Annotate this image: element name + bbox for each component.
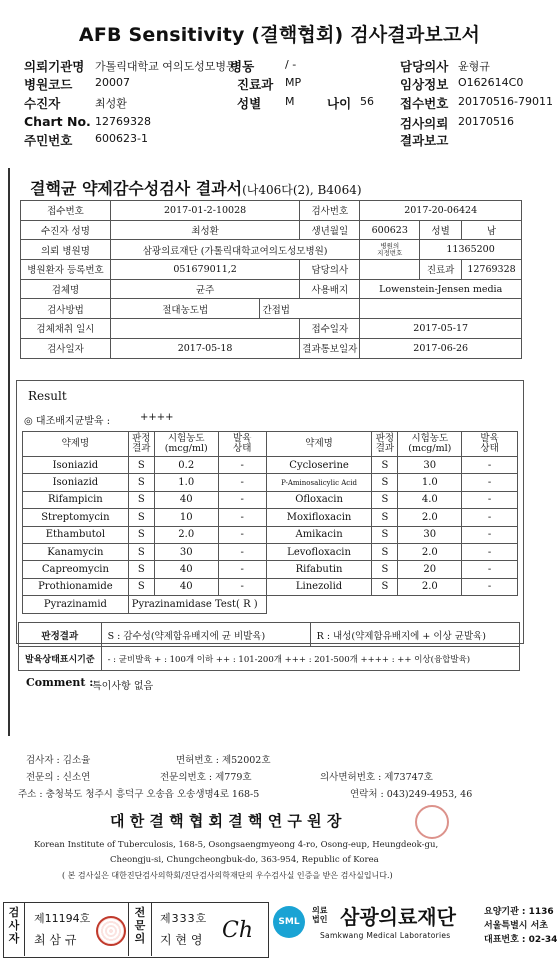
patient-value: 최성환 [95,97,127,110]
info-cell: 수진자 성명 [21,220,111,240]
info-cell: 600623 [360,220,420,240]
info-cell: 검사번호 [300,201,360,221]
dept-value: MP [285,76,302,89]
report-title: AFB Sensitivity (결핵협회) 검사결과보고서 [78,24,481,46]
tester-seal [96,916,126,946]
drug-concentration: 0.2 [154,457,218,474]
drug-result: S [372,457,398,474]
doctor-signature: Ch [222,918,254,943]
info-cell: 병원환자 등록번호 [21,260,111,280]
info-cell: 접수일자 [300,319,360,339]
doctor-license-line: 의사면허번호 : 제73747호 [320,772,433,783]
col-dev: 발육 상태 [218,432,266,457]
drug-concentration: 1.0 [398,474,462,491]
info-cell: 접수번호 [21,201,111,221]
info-row [21,279,522,299]
institute-english-2: Cheongju-si, Chungcheongbuk-do, 363-954, Republic of Korea [110,855,379,865]
drug-name: Prothionamide [23,578,129,595]
info-cell: 진료과 [420,260,462,280]
drug-result: S [372,491,398,508]
drug-growth: - [462,578,518,595]
result-label: Result [28,389,67,403]
col-judge: 판정 결과 [372,432,398,457]
drug-row [23,526,518,543]
specialist-no-line: 전문의번호 : 제779호 [160,772,252,783]
drug-name: Linezolid [266,578,372,595]
brand-prefix: 의료 법인 [312,906,328,924]
info-cell: 삼광의료재단 (가톨릭대학교여의도성모병원) [110,240,359,260]
col-conc: 시험농도 (mcg/ml) [398,432,462,457]
drug-concentration: 10 [154,509,218,526]
ward-value: / - [285,58,297,71]
drug-growth: - [462,543,518,560]
divider [24,902,25,956]
certification-note: ( 본 검사실은 대한진단검사의학회/진단검사의학재단의 우수검사실 인증을 받은 검사실입니다.) [62,871,393,880]
drug-name: Cycloserine [266,457,372,474]
judge-criteria-r: R : 내성(약제함유배지에 + 이상 균발육) [310,623,519,647]
col-dev: 발육 상태 [462,432,518,457]
drug-concentration: 40 [154,578,218,595]
drug-result: S [372,526,398,543]
brand-english: Samkwang Medical Laboratories [320,931,451,940]
info-cell: 2017-06-26 [360,338,522,358]
col-conc: 시험농도 (mcg/ml) [154,432,218,457]
license-line: 면허번호 : 제52002호 [176,755,271,766]
sex-value: M [285,95,295,108]
drug-name: Moxifloxacin [266,509,372,526]
drug-row [23,474,518,491]
clinical-value: O162614C0 [458,76,524,89]
sheet-title-text: 결핵균 약제감수성검사 결과서 [30,179,243,198]
specialist-line: 전문의 : 신소연 [26,772,91,783]
info-row [21,201,522,221]
age-label: 나이 [327,96,352,111]
drug-result: S [128,491,154,508]
ward-label: 병동 [230,59,255,74]
id-label: 주민번호 [24,133,73,148]
comment-label: Comment : [26,676,94,689]
drug-result: S [128,578,154,595]
drug-concentration: 4.0 [398,491,462,508]
institute-english-1: Korean Institute of Tuberculosis, 168-5, Osongsaengmyeong 4-ro, Osong-eup, Heungdeok-gu, [34,840,439,850]
drug-result: S [128,474,154,491]
info-cell: 균주 [110,279,299,299]
drug-growth: - [462,561,518,578]
drug-result: S [128,561,154,578]
drug-name: Streptomycin [23,509,129,526]
drug-concentration: 40 [154,561,218,578]
drug-growth: - [218,578,266,595]
info-cell: 11365200 [420,240,522,260]
chart-value: 12769328 [95,115,151,128]
institution-value: 가톨릭대학교 여의도성모병동 [95,60,237,73]
drug-concentration: 2.0 [154,526,218,543]
drug-row [23,561,518,578]
criteria-row [19,623,520,647]
drug-concentration: 20 [398,561,462,578]
info-cell: 의뢰 병원명 [21,240,111,260]
info-cell: 051679011,2 [110,260,299,280]
empty-cell [266,596,517,613]
drug-growth: - [218,457,266,474]
growth-criteria-text: - : 균비발육 + : 100개 이하 ++ : 101-200개 +++ : 201-500개 ++++ : ++ 이상(융합발육) [101,647,519,671]
drug-concentration: 2.0 [398,578,462,595]
col-drug: 약제명 [23,432,129,457]
info-row [21,338,522,358]
info-cell: 최성환 [110,220,299,240]
tester-number: 제11194호 [34,912,91,925]
drug-result: S [372,509,398,526]
receipt-value: 20170516-79011 [458,95,553,108]
control-growth-label: ◎ 대조배지균발육 : [24,416,111,427]
info-cell: 2017-05-17 [360,319,522,339]
info-cell: 검체명 [21,279,111,299]
info-cell: 검사일자 [21,338,111,358]
growth-criteria-label: 발육상태표시기준 [19,647,102,671]
doctor-number: 제333호 [160,912,208,925]
drug-name: P-Aminosalicylic Acid [266,474,372,491]
drug-row [23,543,518,560]
criteria-table [18,622,520,671]
info-cell [110,319,299,339]
sheet-subtitle: (나406다(2), B4064) [242,183,362,197]
drug-name: Ethambutol [23,526,129,543]
addr-line-2: 서울특별시 서초 [484,921,548,931]
request-value: 20170516 [458,115,514,128]
judge-criteria-s: S : 감수성(약제함유배지에 균 비발육) [101,623,310,647]
drug-growth: - [218,543,266,560]
tester-line: 검사자 : 김소율 [26,755,91,766]
tester-name: 최 삼 규 [34,933,77,947]
drug-growth: - [218,526,266,543]
info-cell: 담당의사 [300,260,360,280]
drug-name: Kanamycin [23,543,129,560]
hospital-code-value: 20007 [95,76,130,89]
patient-label: 수진자 [24,96,61,111]
info-cell: 12769328 [462,260,522,280]
institute-name: 대 한 결 핵 협 회 결 핵 연 구 원 장 [110,812,342,830]
drug-growth: - [218,509,266,526]
drug-result: S [372,561,398,578]
clinical-label: 임상정보 [400,77,449,92]
info-cell: 성별 [420,220,462,240]
bottom-banner [0,900,559,965]
judge-criteria-label: 판정결과 [19,623,102,647]
tester-vertical-label: 검사자 [8,906,20,945]
drug-concentration: 40 [154,491,218,508]
drug-row [23,457,518,474]
doctor-vertical-label: 전문의 [134,906,146,945]
info-cell: 2017-01-2-10028 [110,201,299,221]
drug-header-row [23,432,518,457]
drug-row [23,491,518,508]
drug-concentration: 30 [398,526,462,543]
drug-growth: - [462,474,518,491]
chart-label: Chart No. [24,114,91,129]
drug-result: S [128,457,154,474]
drug-concentration: 2.0 [398,543,462,560]
drug-growth: - [462,509,518,526]
control-growth-value: ++++ [140,412,174,423]
info-cell: 검사방법 [21,299,111,319]
info-cell: 사용배지 [300,279,360,299]
info-row [21,299,522,319]
contact-line: 연락처 : 043)249-4953, 46 [350,789,473,800]
drug-name: Capreomycin [23,561,129,578]
comment-value: 특이사항 없음 [92,681,154,692]
info-row [21,220,522,240]
drug-name: Isoniazid [23,474,129,491]
drug-growth: - [218,561,266,578]
drug-table-body [23,457,518,596]
drug-name: Isoniazid [23,457,129,474]
info-cell [360,260,420,280]
sex-label: 성별 [237,96,262,111]
drug-name: Pyrazinamid [23,596,129,613]
drug-growth: - [462,526,518,543]
drug-concentration: 30 [154,543,218,560]
info-cell: 병원의 지정번호 [360,240,420,260]
drug-result: S [372,578,398,595]
doctor-label: 담당의사 [400,59,449,74]
info-cell: 절대농도법 [110,299,260,319]
drug-growth: - [218,474,266,491]
info-cell: Lowenstein-Jensen media [360,279,522,299]
col-drug: 약제명 [266,432,372,457]
hospital-code-label: 병원코드 [24,77,73,92]
drug-growth: - [462,457,518,474]
drug-growth: - [218,491,266,508]
info-row [21,260,522,280]
drug-name: Rifampicin [23,491,129,508]
addr-line-3: 대표번호 : 02-34 [484,935,558,945]
info-cell: 간접법 [260,299,360,319]
pyrazinamid-row [23,596,518,613]
drug-row [23,509,518,526]
drug-result: S [128,526,154,543]
institution-label: 의뢰기관명 [24,59,85,74]
doctor-value: 윤형규 [458,60,490,73]
info-cell: 2017-05-18 [110,338,299,358]
drug-growth: - [462,491,518,508]
address-line: 주소 : 충청북도 청주시 흥덕구 오송읍 오송생명4로 168-5 [18,789,260,800]
drug-result: S [372,474,398,491]
drug-sensitivity-table [22,431,518,614]
info-row [21,240,522,260]
info-cell: 생년월일 [300,220,360,240]
info-row [21,319,522,339]
drug-result: S [128,543,154,560]
info-cell [360,299,522,319]
info-cell: 검체채취 일시 [21,319,111,339]
drug-name: Amikacin [266,526,372,543]
col-judge: 판정 결과 [128,432,154,457]
age-value: 56 [360,95,374,108]
drug-result: S [372,543,398,560]
info-cell: 결과통보일자 [300,338,360,358]
drug-concentration: 2.0 [398,509,462,526]
pyrazinamidase-test: Pyrazinamidase Test( R ) [128,596,266,613]
info-cell: 2017-20-06424 [360,201,522,221]
addr-line-1: 요양기관 : 1136 [484,907,554,917]
sheet-title [30,176,362,199]
divider [128,902,129,956]
drug-name: Ofloxacin [266,491,372,508]
id-value: 600623-1 [95,132,148,145]
criteria-row [19,647,520,671]
drug-concentration: 1.0 [154,474,218,491]
info-cell: 남 [462,220,522,240]
drug-concentration: 30 [398,457,462,474]
specimen-info-table [20,200,522,359]
divider [151,902,152,956]
sml-logo: SML [273,906,305,938]
drug-name: Rifabutin [266,561,372,578]
drug-row [23,578,518,595]
dept-label: 진료과 [237,77,274,92]
institute-seal [415,805,449,839]
drug-name: Levofloxacin [266,543,372,560]
request-label: 검사의뢰 [400,116,449,131]
drug-result: S [128,509,154,526]
doctor-name: 지 현 영 [160,933,203,947]
result-report-label: 결과보고 [400,133,449,148]
brand-name: 삼광의료재단 [340,905,456,929]
receipt-label: 접수번호 [400,96,449,111]
